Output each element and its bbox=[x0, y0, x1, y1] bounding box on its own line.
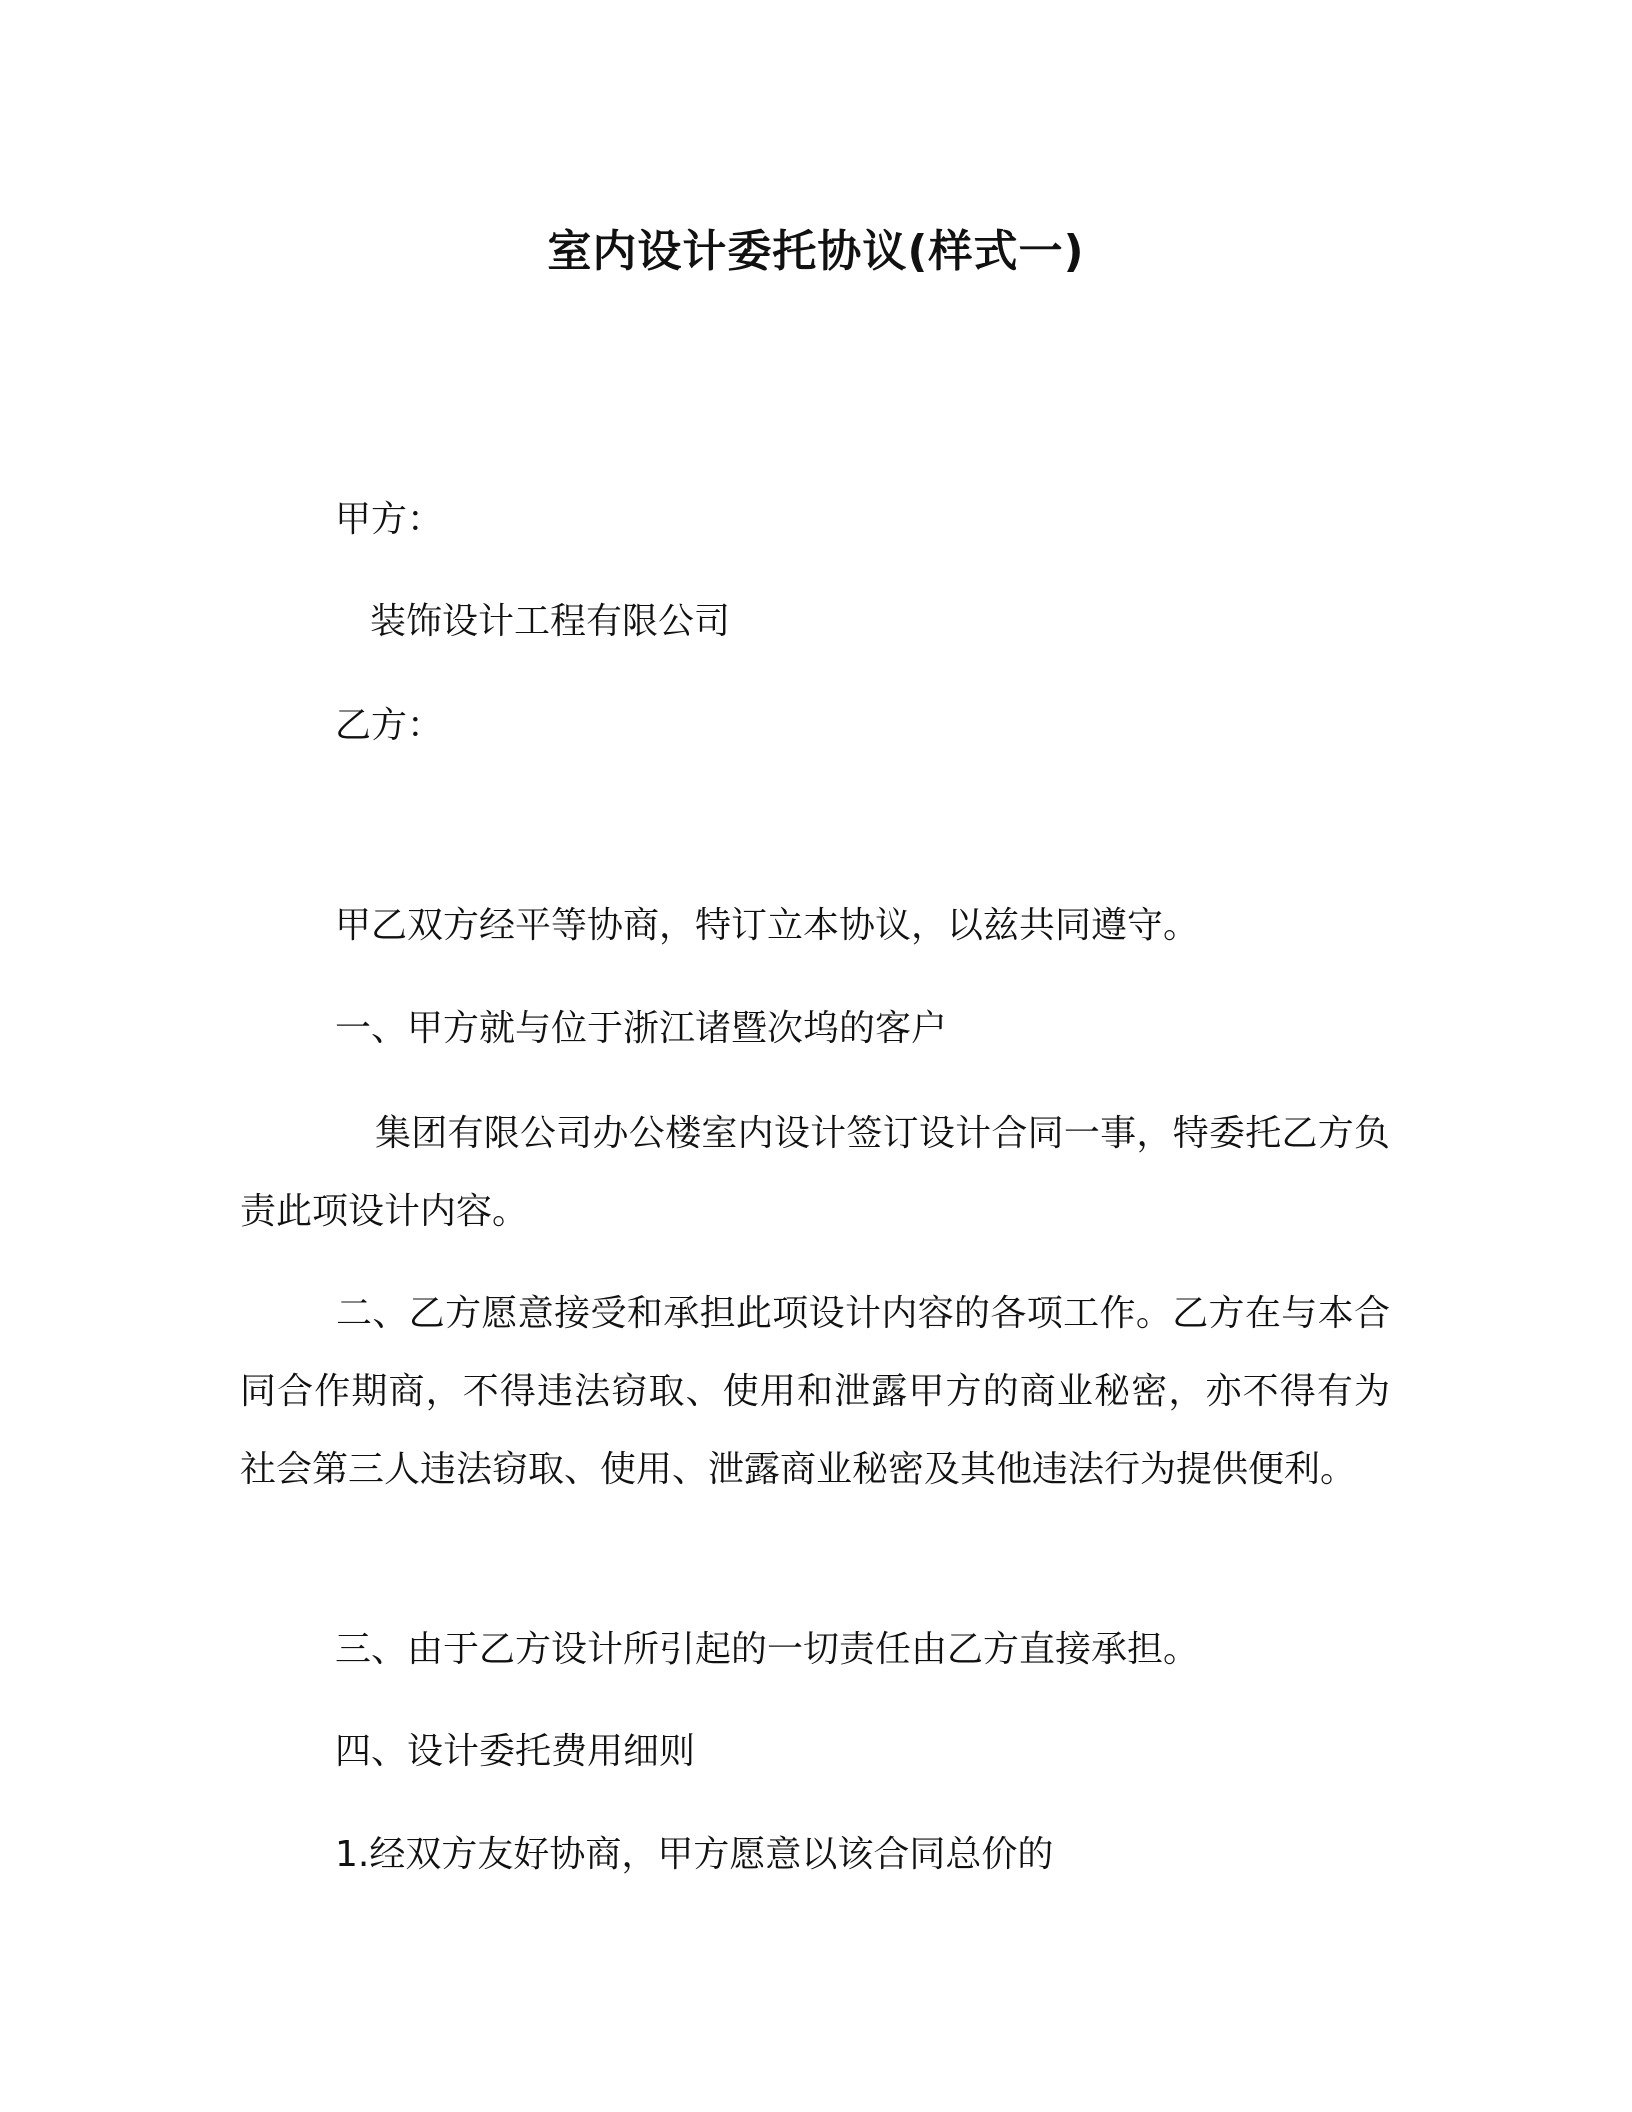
clause-4-heading: 四、设计委托费用细则 bbox=[335, 1731, 696, 1772]
clause-1-heading: 一、甲方就与位于浙江诸暨次坞的客户 bbox=[335, 1008, 948, 1049]
clause-2-paragraph: 二、乙方愿意接受和承担此项设计内容的各项工作。乙方在与本合同合作期商，不得违法窃取、使用和泄露甲方的商业秘密，亦不得有为社会第三人违法窃取、使用、泄露商业秘密及其他违法行为提供便利。 bbox=[240, 1293, 1390, 1490]
intro-paragraph: 甲乙双方经平等协商，特订立本协议，以兹共同遵守。 bbox=[335, 905, 1200, 946]
party-a-label: 甲方： bbox=[335, 499, 444, 540]
clause-3-paragraph: 三、由于乙方设计所引起的一切责任由乙方直接承担。 bbox=[335, 1629, 1200, 1670]
document-title: 室内设计委托协议(样式一) bbox=[547, 226, 1085, 277]
party-a-company: 装饰设计工程有限公司 bbox=[370, 601, 731, 642]
clause-4-item-1: 1.经双方友好协商，甲方愿意以该合同总价的 bbox=[335, 1834, 1054, 1875]
party-b-label: 乙方： bbox=[335, 705, 444, 746]
clause-1-body: 集团有限公司办公楼室内设计签订设计合同一事，特委托乙方负责此项设计内容。 bbox=[240, 1113, 1390, 1232]
